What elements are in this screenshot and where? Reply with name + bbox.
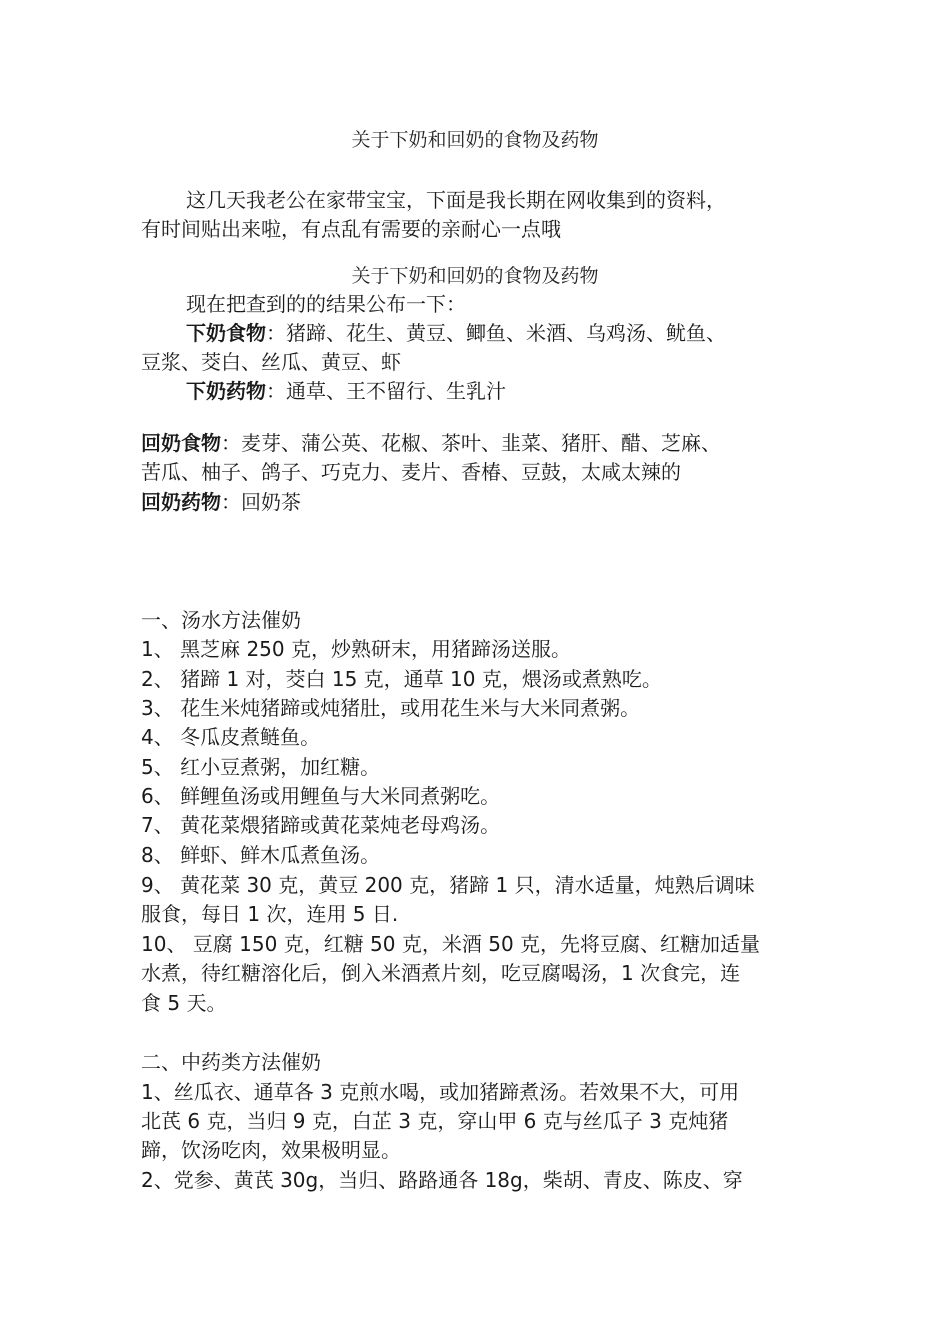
xianai-food-label: 下奶食物 — [186, 321, 266, 345]
section1-line: 1、 黑芝麻 250 克，炒熟研末，用猪蹄汤送服。 — [141, 637, 571, 661]
xianai-medicine-label: 下奶药物 — [186, 379, 266, 403]
section2-line: 北芪 6 克，当归 9 克，白芷 3 克，穿山甲 6 克与丝瓜子 3 克炖猪 — [141, 1109, 729, 1133]
section1-line: 6、 鲜鲤鱼汤或用鲤鱼与大米同煮粥吃。 — [141, 784, 501, 808]
huinai-food-label: 回奶食物 — [141, 431, 221, 455]
subtitle: 关于下奶和回奶的食物及药物 — [351, 265, 599, 287]
section1-line: 9、 黄花菜 30 克，黄豆 200 克，猪蹄 1 只，清水适量，炖熟后调味 — [141, 873, 755, 897]
xianai-food-line-1 — [186, 319, 726, 348]
section1-line: 2、 猪蹄 1 对，茭白 15 克，通草 10 克，煨汤或煮熟吃。 — [141, 667, 662, 691]
section2-heading: 二、中药类方法催奶 — [141, 1050, 321, 1074]
section1-line: 4、 冬瓜皮煮鲢鱼。 — [141, 725, 321, 749]
section1-line: 5、 红小豆煮粥，加红糖。 — [141, 755, 381, 779]
section1-line: 7、 黄花菜煨猪蹄或黄花菜炖老母鸡汤。 — [141, 813, 501, 837]
section2-line: 2、党参、黄芪 30g，当归、路路通各 18g，柴胡、青皮、陈皮、穿 — [141, 1168, 743, 1192]
huinai-food-text: ：麦芽、蒲公英、花椒、茶叶、韭菜、猪肝、醋、芝麻、 — [221, 431, 721, 455]
xianai-medicine-line — [186, 377, 506, 406]
xianai-food-text: ：猪蹄、花生、黄豆、鲫鱼、米酒、乌鸡汤、鱿鱼、 — [266, 321, 726, 345]
document-title: 关于下奶和回奶的食物及药物 — [351, 129, 599, 151]
section2-line: 1、丝瓜衣、通草各 3 克煎水喝，或加猪蹄煮汤。若效果不大，可用 — [141, 1080, 740, 1104]
section2-line: 蹄，饮汤吃肉，效果极明显。 — [141, 1138, 401, 1162]
huinai-food-line-2: 苦瓜、柚子、鸽子、巧克力、麦片、香椿、豆鼓，太咸太辣的 — [141, 460, 681, 484]
section1-line: 3、 花生米炖猪蹄或炖猪肚，或用花生米与大米同煮粥。 — [141, 696, 641, 720]
huinai-medicine-label: 回奶药物 — [141, 490, 221, 514]
section1-heading: 一、汤水方法催奶 — [141, 608, 301, 632]
section1-line: 8、 鲜虾、鲜木瓜煮鱼汤。 — [141, 843, 381, 867]
section1-line: 10、 豆腐 150 克，红糖 50 克，米酒 50 克，先将豆腐、红糖加适量 — [141, 932, 761, 956]
section1-line: 水煮，待红糖溶化后，倒入米酒煮片刻，吃豆腐喝汤，1 次食完，连 — [141, 961, 741, 985]
huinai-food-line-1 — [141, 429, 721, 458]
xianai-medicine-text: ：通草、王不留行、生乳汁 — [266, 379, 506, 403]
intro-line-1: 这几天我老公在家带宝宝，下面是我长期在网收集到的资料， — [186, 188, 726, 212]
huinai-medicine-line — [141, 488, 301, 517]
section1-line: 服食，每日 1 次，连用 5 日. — [141, 902, 399, 926]
xianai-food-line-2: 豆浆、茭白、丝瓜、黄豆、虾 — [141, 350, 401, 374]
intro-line-2: 有时间贴出来啦，有点乱有需要的亲耐心一点哦 — [141, 217, 561, 241]
announce-line: 现在把查到的的结果公布一下： — [186, 292, 466, 316]
section1-line: 食 5 天。 — [141, 991, 227, 1015]
huinai-medicine-text: ：回奶茶 — [221, 490, 301, 514]
